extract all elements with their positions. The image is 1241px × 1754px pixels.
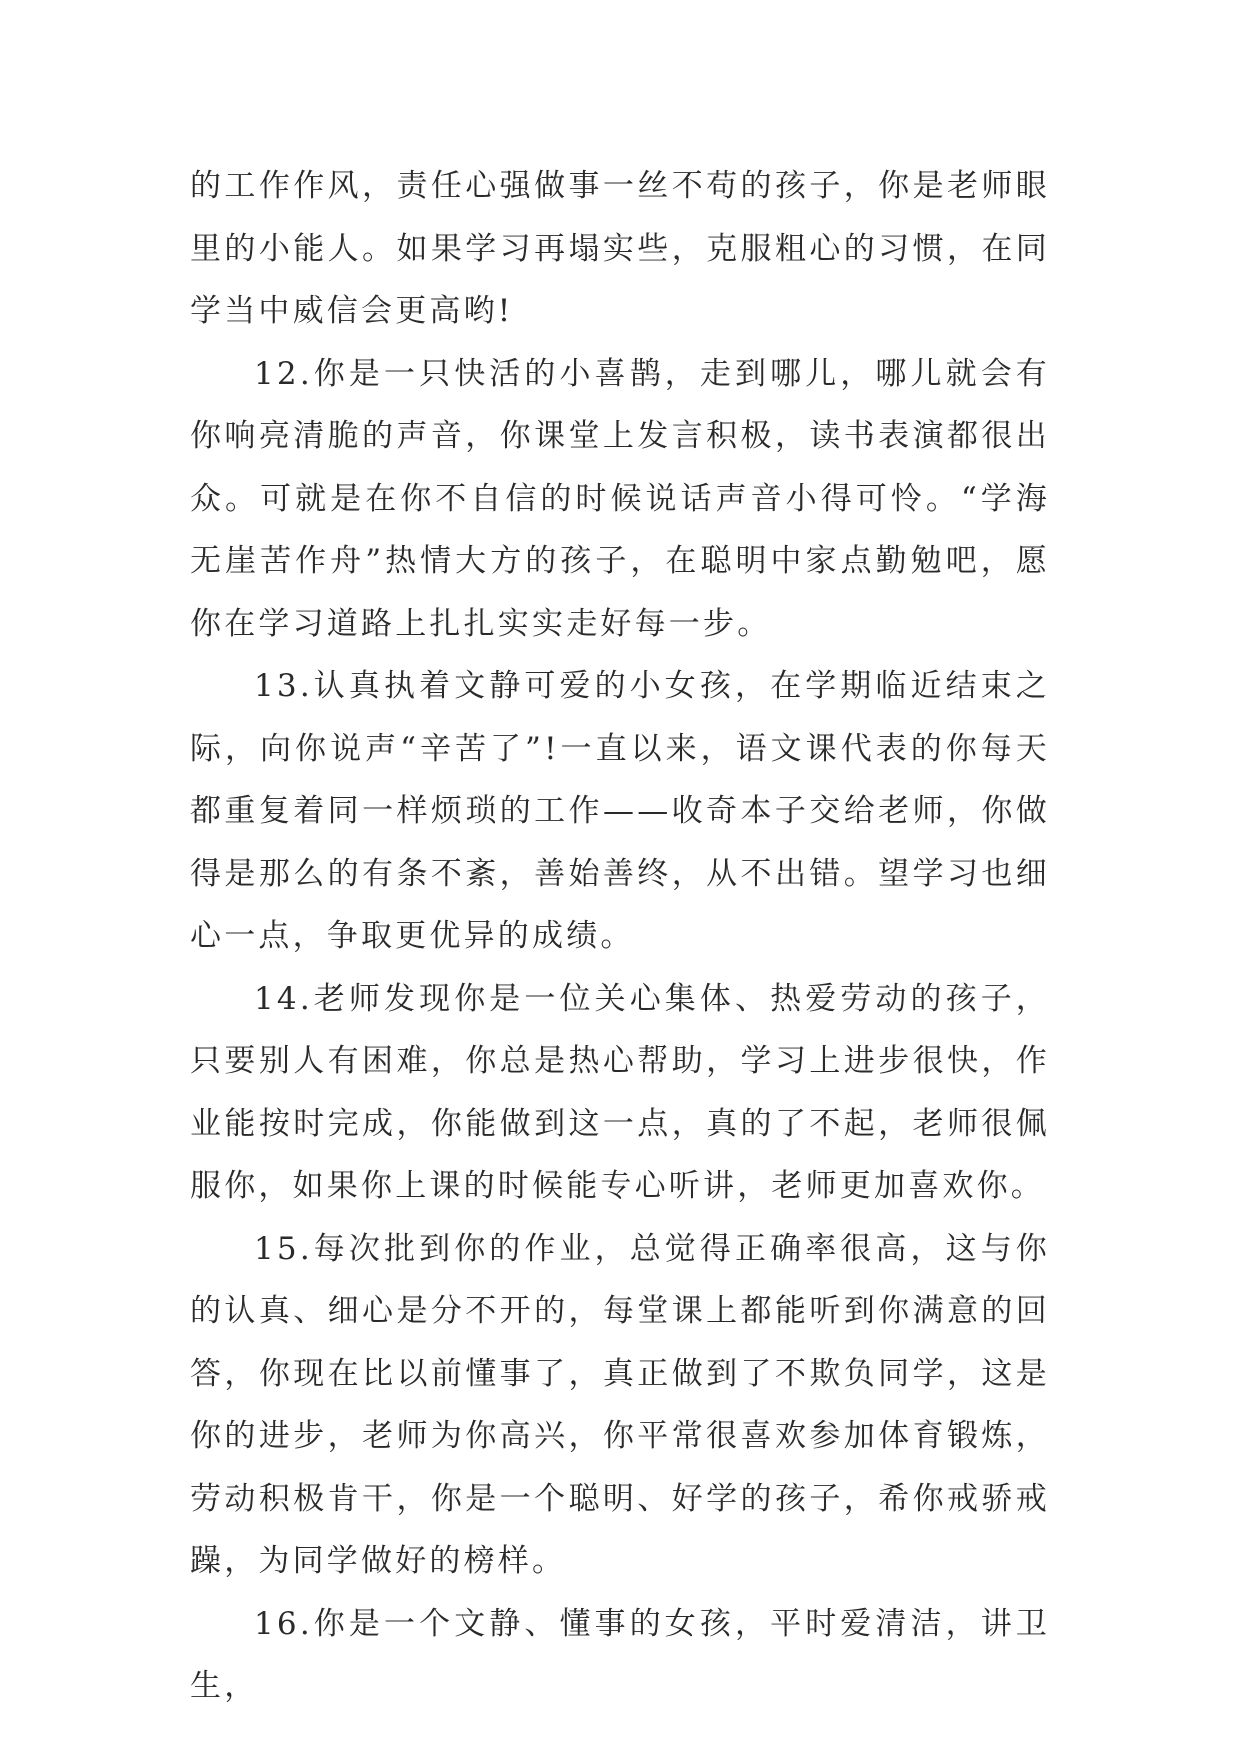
paragraph-comment-13: 13.认真执着文静可爱的小女孩，在学期临近结束之际，向你说声“辛苦了”!一直以来，语文课代表的你每天都重复着同一样烦琐的工作——收奇本子交给老师，你做得是那么的有条不紊，善始善终，从不出错。望学习也细心一点，争取更优异的成绩。 <box>190 668 1050 954</box>
paragraph-comment-14: 14.老师发现你是一位关心集体、热爱劳动的孩子，只要别人有困难，你总是热心帮助，学习上进步很快，作业能按时完成，你能做到这一点，真的了不起，老师很佩服你，如果你上课的时候能专心听讲，老师更加喜欢你。 <box>190 980 1050 1204</box>
paragraph-comment-15: 15.每次批到你的作业，总觉得正确率很高，这与你的认真、细心是分不开的，每堂课上都能听到你满意的回答，你现在比以前懂事了，真正做到了不欺负同学，这是你的进步，老师为你高兴，你平常很喜欢参加体育锻炼，劳动积极肯干，你是一个聪明、好学的孩子，希你戒骄戒躁，为同学做好的榜样。 <box>190 1230 1050 1579</box>
paragraph-continuation: 的工作作风，责任心强做事一丝不苟的孩子，你是老师眼里的小能人。如果学习再塌实些，克服粗心的习惯，在同学当中威信会更高哟! <box>190 168 1050 329</box>
paragraph-comment-16: 16.你是一个文静、懂事的女孩，平时爱清洁，讲卫生， <box>190 1605 1050 1704</box>
document-body <box>190 155 1050 1718</box>
paragraph-comment-12: 12.你是一只快活的小喜鹊，走到哪儿，哪儿就会有你响亮清脆的声音，你课堂上发言积极，读书表演都很出众。可就是在你不自信的时候说话声音小得可怜。“学海无崖苦作舟”热情大方的孩子，在聪明中家点勤勉吧，愿你在学习道路上扎扎实实走好每一步。 <box>190 355 1050 642</box>
